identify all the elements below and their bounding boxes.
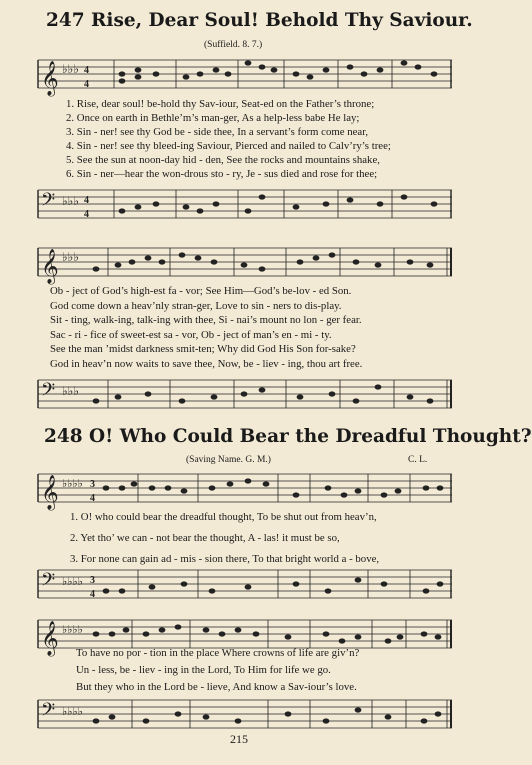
svg-text:3: 3 xyxy=(90,479,95,490)
svg-text:𝄢: 𝄢 xyxy=(41,379,56,404)
svg-text:𝄞: 𝄞 xyxy=(41,250,59,283)
hymn-247-bass-staff-1 xyxy=(38,182,452,228)
hymn-247-treble-staff-2 xyxy=(38,238,452,282)
verse-line: 6. Sin - ner—hear the won-drous sto - ry, Je - sus died and rose for thee; xyxy=(66,168,378,180)
svg-text:𝄞: 𝄞 xyxy=(41,61,59,96)
verse-line: 3. Sin - ner! see thy God be - side thee, In a servant’s form come near, xyxy=(66,126,369,138)
verse-line: Ob - ject of God’s high-est fa - vor; See Him—God’s be-lov - ed Son. xyxy=(50,285,352,297)
svg-text:♭♭♭♭: ♭♭♭♭ xyxy=(62,624,83,636)
page-number: 215 xyxy=(230,732,248,746)
svg-text:♭♭♭: ♭♭♭ xyxy=(62,250,79,264)
verse-line: 4. Sin - ner! see thy bleed-ing Saviour, Pierced and nailed to Calv’ry’s tree; xyxy=(66,140,391,152)
svg-text:♭♭♭: ♭♭♭ xyxy=(62,384,79,398)
hymn-248-treble-staff-1 xyxy=(38,466,452,510)
svg-text:4: 4 xyxy=(84,209,89,220)
hymn-247-title: 247 Rise, Dear Soul! Behold Thy Saviour. xyxy=(46,10,473,31)
hymn-248-title: 248 O! Who Could Bear the Dreadful Thought? xyxy=(44,426,532,447)
hymn-247-treble-staff-1 xyxy=(38,54,452,96)
svg-text:3: 3 xyxy=(90,575,95,586)
hymn-247-bass-staff-2 xyxy=(38,372,452,418)
verse-line: 3. For none can gain ad - mis - sion there, To that bright world a - bove, xyxy=(70,553,380,565)
hymn-247-verses-b xyxy=(50,284,362,372)
verse-line: 2. Once on earth in Bethle’m’s man-ger, As a help-less babe He lay; xyxy=(66,112,360,124)
verse-line: Un - less, be - liev - ing in the Lord, To Him for life we go. xyxy=(76,664,331,676)
svg-text:𝄞: 𝄞 xyxy=(41,622,59,655)
hymn-248-verses-a xyxy=(70,507,379,570)
verse-line: 5. See the sun at noon-day hid - den, See the rocks and mountains shake, xyxy=(66,154,380,166)
hymn-247-verses-a xyxy=(66,97,391,181)
hymn-248-verses-b xyxy=(76,645,359,696)
svg-text:𝄢: 𝄢 xyxy=(41,699,56,724)
svg-text:♭♭♭: ♭♭♭ xyxy=(62,62,79,76)
verse-line: See the man ’midst darkness smit-ten; Why did God His Son for-sake? xyxy=(50,343,356,356)
hymn-248-bass-staff-2 xyxy=(38,694,452,734)
verse-line: To have no por - tion in the place Where crowns of life are giv’n? xyxy=(76,647,360,659)
verse-line: But they who in the Lord be - lieve, And know a Sav-iour’s love. xyxy=(76,681,357,693)
svg-text:♭♭♭♭: ♭♭♭♭ xyxy=(62,478,83,490)
verse-line: 1. O! who could bear the dreadful thought, To be shut out from heav’n, xyxy=(70,511,377,523)
svg-text:𝄢: 𝄢 xyxy=(41,569,56,594)
svg-text:4: 4 xyxy=(84,65,89,76)
svg-text:𝄢: 𝄢 xyxy=(41,189,56,214)
hymn-248-bass-staff-1 xyxy=(38,562,452,608)
hymn-248-composer: C. L. xyxy=(408,455,428,465)
verse-line: Sit - ting, walk-ing, talk-ing with thee, Si - nai’s mount no lon - ger fear. xyxy=(50,314,362,327)
svg-text:4: 4 xyxy=(90,493,95,504)
svg-text:♭♭♭♭: ♭♭♭♭ xyxy=(62,706,83,718)
verse-line: 2. Yet tho’ we can - not bear the thought, A - las! it must be so, xyxy=(70,532,340,544)
svg-text:4: 4 xyxy=(90,589,95,600)
svg-text:𝄞: 𝄞 xyxy=(41,476,59,509)
svg-text:♭♭♭♭: ♭♭♭♭ xyxy=(62,576,83,588)
verse-line: 1. Rise, dear soul! be-hold thy Sav-iour, Seat-ed on the Father’s throne; xyxy=(66,98,375,110)
hymn-248-tune: (Saving Name. G. M.) xyxy=(186,455,271,465)
verse-line: Sac - ri - fice of sweet-est sa - vor, Ob - ject of man’s en - mi - ty. xyxy=(50,328,332,341)
hymn-247-tune: (Suffield. 8. 7.) xyxy=(204,40,263,50)
svg-text:4: 4 xyxy=(84,79,89,90)
verse-line: God come down a heav’nly stran-ger, Love to sin - ners to dis-play. xyxy=(50,299,342,312)
verse-line: God in heav’n now waits to save thee, Now, be - liev - ing, thou art free. xyxy=(50,357,363,370)
svg-text:♭♭♭: ♭♭♭ xyxy=(62,194,79,208)
svg-text:4: 4 xyxy=(84,195,89,206)
